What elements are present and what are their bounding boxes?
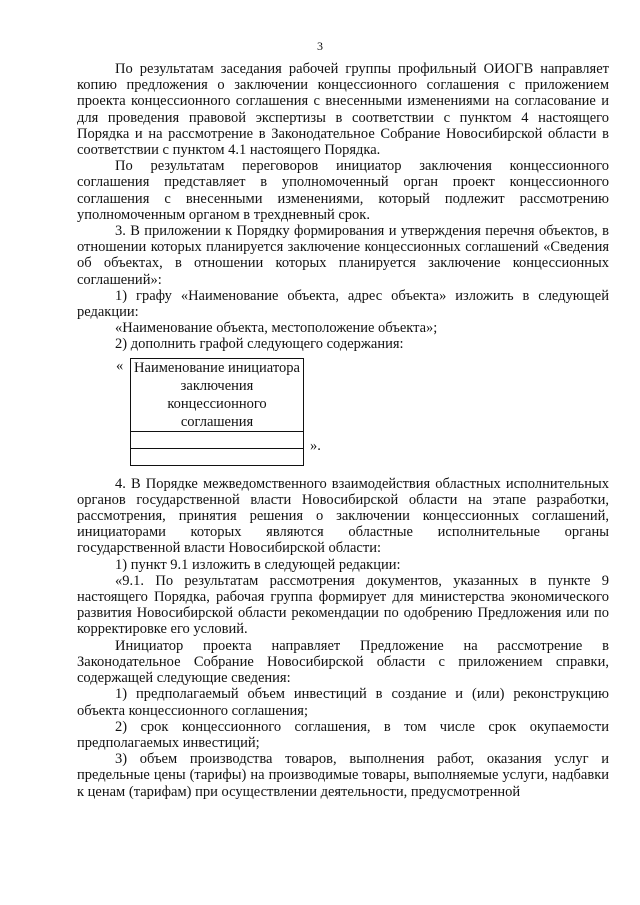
list-item-agreement-term: 2) срок концессионного соглашения, в том числе срок окупаемости предполагаемых инвестиций; bbox=[77, 718, 609, 751]
paragraph-point-9-1-intro: 1) пункт 9.1 изложить в следующей редакции: bbox=[115, 556, 401, 573]
paragraph-working-group-results: По результатам заседания рабочей группы профильный ОИОГВ направляет копию предложения о заключении концессионного соглашения с приложением проекта концессионного соглашения с внесенными изменениями на согласование и для проведения правовой экспертизы в соответствии с пунктом 4 настоящего Порядка и на рассмотрение в Законодательное Собрание Новосибирской области в соответствии с пунктом 4.1 настоящего Порядка. bbox=[77, 61, 609, 159]
page-number: 3 bbox=[317, 39, 323, 53]
paragraph-new-column-name: «Наименование объекта, местоположение объекта»; bbox=[115, 320, 438, 337]
paragraph-item-3: 3. В приложении к Порядку формирования и утверждения перечня объектов, в отношении которых планируется заключение концессионных соглашений «Сведения об объектах, в отношении которых планируется заключение концессионных соглашений»: bbox=[77, 223, 609, 288]
initiator-column-table bbox=[130, 358, 304, 466]
table-header-cell: Наименование инициатора заключения концессионного соглашения bbox=[131, 358, 304, 431]
list-item-production-volume: 3) объем производства товаров, выполнения работ, оказания услуг и предельные цены (тарифы) на производимые товары, выполняемые услуги, надбавки к ценам (тарифам) при осуществлении деятельности, предусмотренной bbox=[77, 751, 609, 800]
paragraph-initiator-sends: Инициатор проекта направляет Предложение на рассмотрение в Законодательное Собрание Новосибирской области с приложением справки, содержащей следующие сведения: bbox=[77, 637, 609, 687]
table-open-quote: « bbox=[116, 357, 124, 374]
paragraph-negotiation-results: По результатам переговоров инициатор заключения концессионного соглашения представляет в уполномоченный орган проект концессионного соглашения с внесенными изменениями, который подлежит рассмотрению уполномоченным органом в трехдневный срок. bbox=[77, 158, 609, 223]
paragraph-subitem-1-column: 1) графу «Наименование объекта, адрес объекта» изложить в следующей редакции: bbox=[77, 287, 609, 321]
table-empty-cell bbox=[131, 448, 304, 465]
paragraph-point-9-1-text: «9.1. По результатам рассмотрения документов, указанных в пункте 9 настоящего Порядка, рабочая группа формирует для министерства экономического развития Новосибирской области рекомендации по одобрению Предложения или по корректировке его условий. bbox=[77, 572, 609, 638]
paragraph-subitem-2-add-column: 2) дополнить графой следующего содержания: bbox=[115, 336, 404, 353]
list-item-investment-volume: 1) предполагаемый объем инвестиций в создание и (или) реконструкцию объекта концессионного соглашения; bbox=[77, 686, 609, 719]
document-body bbox=[77, 61, 609, 800]
column-insert-block bbox=[77, 358, 609, 476]
table-close-quote: ». bbox=[310, 437, 321, 454]
table-empty-cell bbox=[131, 431, 304, 448]
paragraph-item-4: 4. В Порядке межведомственного взаимодействия областных исполнительных органов государственной власти Новосибирской области на этапе разработки, рассмотрения, принятия решения о заключении концессионных соглашений, инициаторами которых являются областные исполнительные органы государственной власти Новосибирской области: bbox=[77, 475, 609, 557]
